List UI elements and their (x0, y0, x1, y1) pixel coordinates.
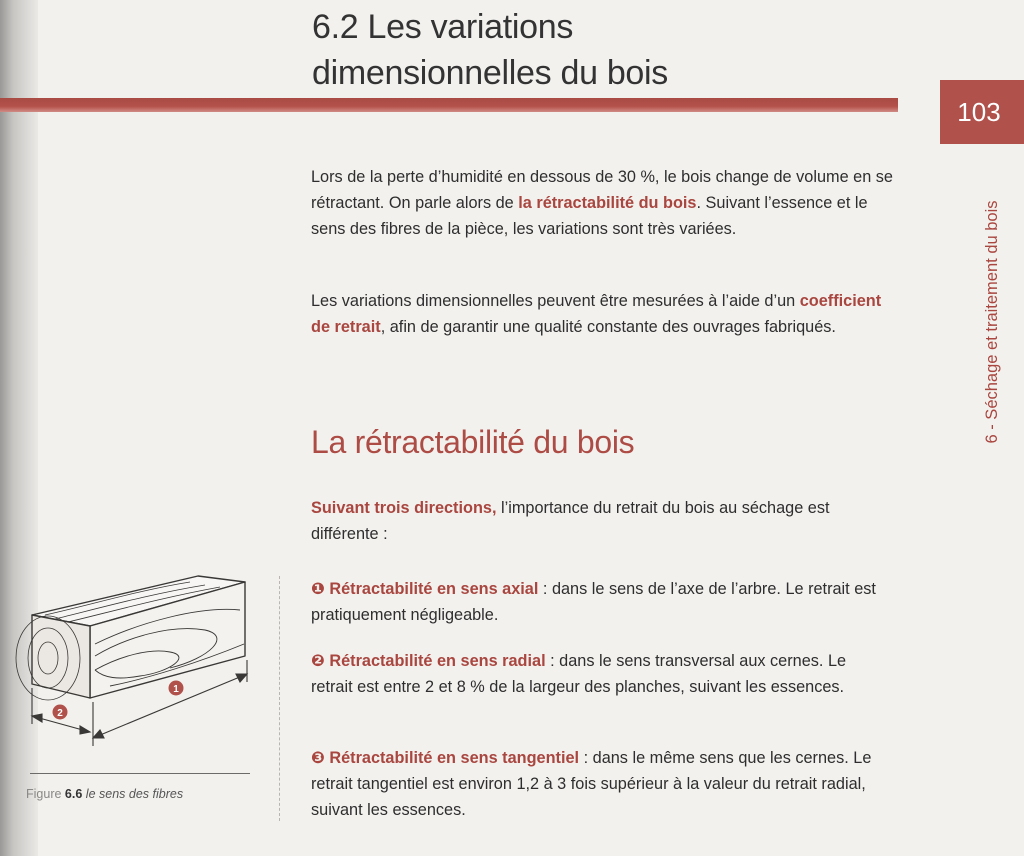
intro-p2-text-end: , afin de garantir une qualité constante des ouvrages fabriqués. (380, 318, 836, 336)
title-underline-bar (0, 98, 898, 112)
figure-caption (26, 785, 183, 803)
wood-block-drawing (16, 576, 245, 700)
figure-label: Figure (26, 787, 62, 801)
page-title-line2: dimensionnelles du bois (312, 54, 668, 92)
marker-2-label: 2 (57, 708, 63, 719)
intro-p1-highlight: la rétractabilité du bois (518, 194, 697, 212)
intro-p1-text: Lors de la perte d’humidité en dessous de 30 %, le bois change de volume en se rétractant. On parle alors de (311, 168, 893, 212)
marker-1-label: 1 (173, 684, 179, 695)
marker-1 (169, 681, 184, 696)
list-marker-1: ❶ (311, 580, 325, 598)
chapter-side-label: 6 - Séchage et traitement du bois (983, 200, 1001, 444)
list-item-tangential (311, 745, 901, 823)
list-item-term: Rétractabilité en sens tangentiel (329, 749, 580, 767)
figure-number: 6.6 (64, 787, 83, 801)
intro-paragraph-1 (311, 164, 901, 242)
column-divider (279, 576, 280, 821)
figure-caption-text: le sens des fibres (85, 787, 184, 801)
list-item-term: Rétractabilité en sens radial (329, 652, 546, 670)
list-marker-3: ❸ (311, 749, 325, 767)
list-item-axial (311, 576, 901, 628)
intro-paragraph-2 (311, 288, 901, 340)
section-heading: La rétractabilité du bois (311, 424, 635, 460)
figure-caption-rule (30, 773, 250, 774)
section-lead-text: l’importance du retrait du bois au séchage est différente : (311, 499, 830, 543)
section-lead-highlight: Suivant trois directions, (311, 499, 497, 517)
list-item-term: Rétractabilité en sens axial (329, 580, 539, 598)
list-item-text: : dans le sens de l’axe de l’arbre. Le retrait est pratiquement négligeable. (311, 580, 876, 624)
list-marker-2: ❷ (311, 652, 325, 670)
page-number-tab (940, 80, 1024, 144)
list-item-text: : dans le même sens que les cernes. Le retrait tangentiel est environ 1,2 à 3 fois supérieur à la valeur du retrait radial, suivant les essences. (311, 749, 872, 819)
marker-2 (53, 705, 68, 720)
page-title (312, 4, 872, 96)
intro-p2-text: Les variations dimensionnelles peuvent être mesurées à l’aide d’un (311, 292, 800, 310)
intro-p2-highlight: coefficient de retrait (311, 292, 882, 336)
list-item-text: : dans le sens transversal aux cernes. Le retrait est entre 2 et 8 % de la largeur des planches, suivant les essences. (311, 652, 847, 696)
wood-fibre-illustration (0, 560, 270, 790)
section-lead-paragraph (311, 495, 871, 547)
intro-p1-text-end: . Suivant l’essence et le sens des fibres de la pièce, les variations sont très variées. (311, 194, 868, 238)
page-title-line1: 6.2 Les variations (312, 8, 574, 46)
list-item-radial (311, 648, 881, 700)
page-number: 103 (957, 96, 1001, 127)
